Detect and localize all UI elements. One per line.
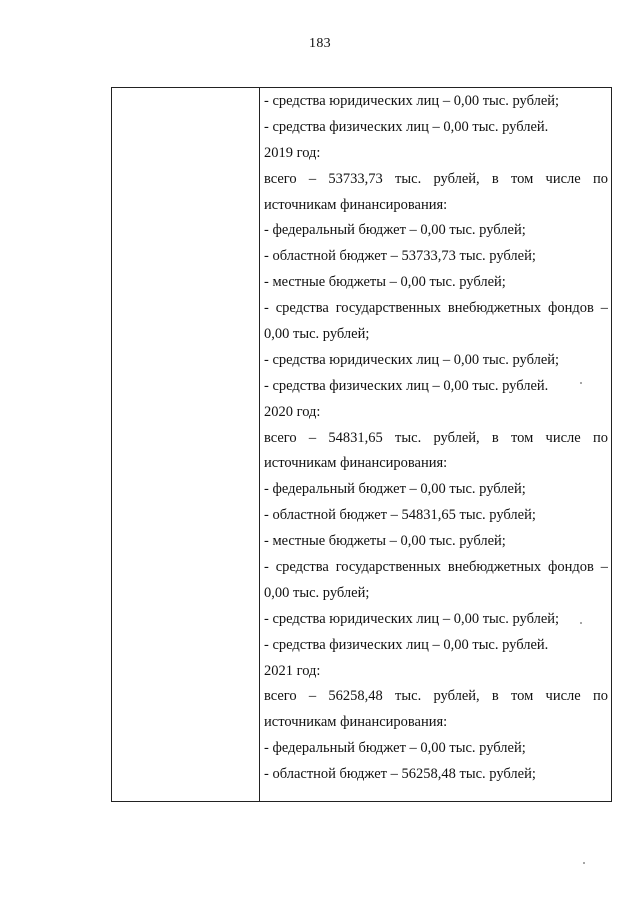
year-heading: 2020 год:: [264, 403, 321, 420]
text-line: - средства юридических лиц – 0,00 тыс. рублей;: [264, 610, 560, 627]
text-line: 0,00 тыс. рублей;: [264, 326, 370, 343]
text-line: всего – 54831,65 тыс. рублей, в том числе по: [264, 429, 608, 446]
text-line: - областной бюджет – 56258,48 тыс. рублей;: [264, 766, 536, 783]
page-number: 183: [309, 36, 331, 51]
text-line: 0,00 тыс. рублей;: [264, 584, 370, 601]
text-line: - областной бюджет – 53733,73 тыс. рублей;: [264, 248, 536, 265]
text-line: источникам финансирования:: [264, 196, 448, 213]
text-line: - местные бюджеты – 0,00 тыс. рублей;: [264, 274, 506, 291]
text-line: - средства юридических лиц – 0,00 тыс. рублей;: [264, 351, 560, 368]
text-line: всего – 53733,73 тыс. рублей, в том числе по: [264, 170, 608, 187]
text-line: всего – 56258,48 тыс. рублей, в том числе по: [264, 688, 608, 705]
scan-speck: [580, 382, 582, 384]
text-line: - федеральный бюджет – 0,00 тыс. рублей;: [264, 481, 526, 498]
text-line: - средства юридических лиц – 0,00 тыс. рублей;: [264, 93, 560, 109]
year-heading: 2021 год:: [264, 662, 321, 679]
year-heading: 2019 год:: [264, 144, 321, 161]
text-line: - областной бюджет – 54831,65 тыс. рублей;: [264, 507, 536, 524]
text-line: - средства физических лиц – 0,00 тыс. рублей.: [264, 636, 549, 653]
table-left-cell: [112, 88, 260, 801]
text-line: - средства государственных внебюджетных фондов –: [264, 300, 608, 317]
text-line: - средства физических лиц – 0,00 тыс. рублей.: [264, 118, 549, 135]
scan-speck: [580, 622, 582, 624]
text-line: источникам финансирования:: [264, 455, 448, 472]
text-line: - средства государственных внебюджетных фондов –: [264, 559, 608, 576]
text-line: - средства физических лиц – 0,00 тыс. рублей.: [264, 377, 549, 394]
text-line: - федеральный бюджет – 0,00 тыс. рублей;: [264, 222, 526, 239]
text-line: - местные бюджеты – 0,00 тыс. рублей;: [264, 533, 506, 550]
funding-table: [111, 87, 612, 802]
text-line: источникам финансирования:: [264, 714, 448, 731]
text-line: - федеральный бюджет – 0,00 тыс. рублей;: [264, 740, 526, 757]
table-right-cell: [260, 88, 611, 801]
scan-speck: [583, 862, 585, 864]
